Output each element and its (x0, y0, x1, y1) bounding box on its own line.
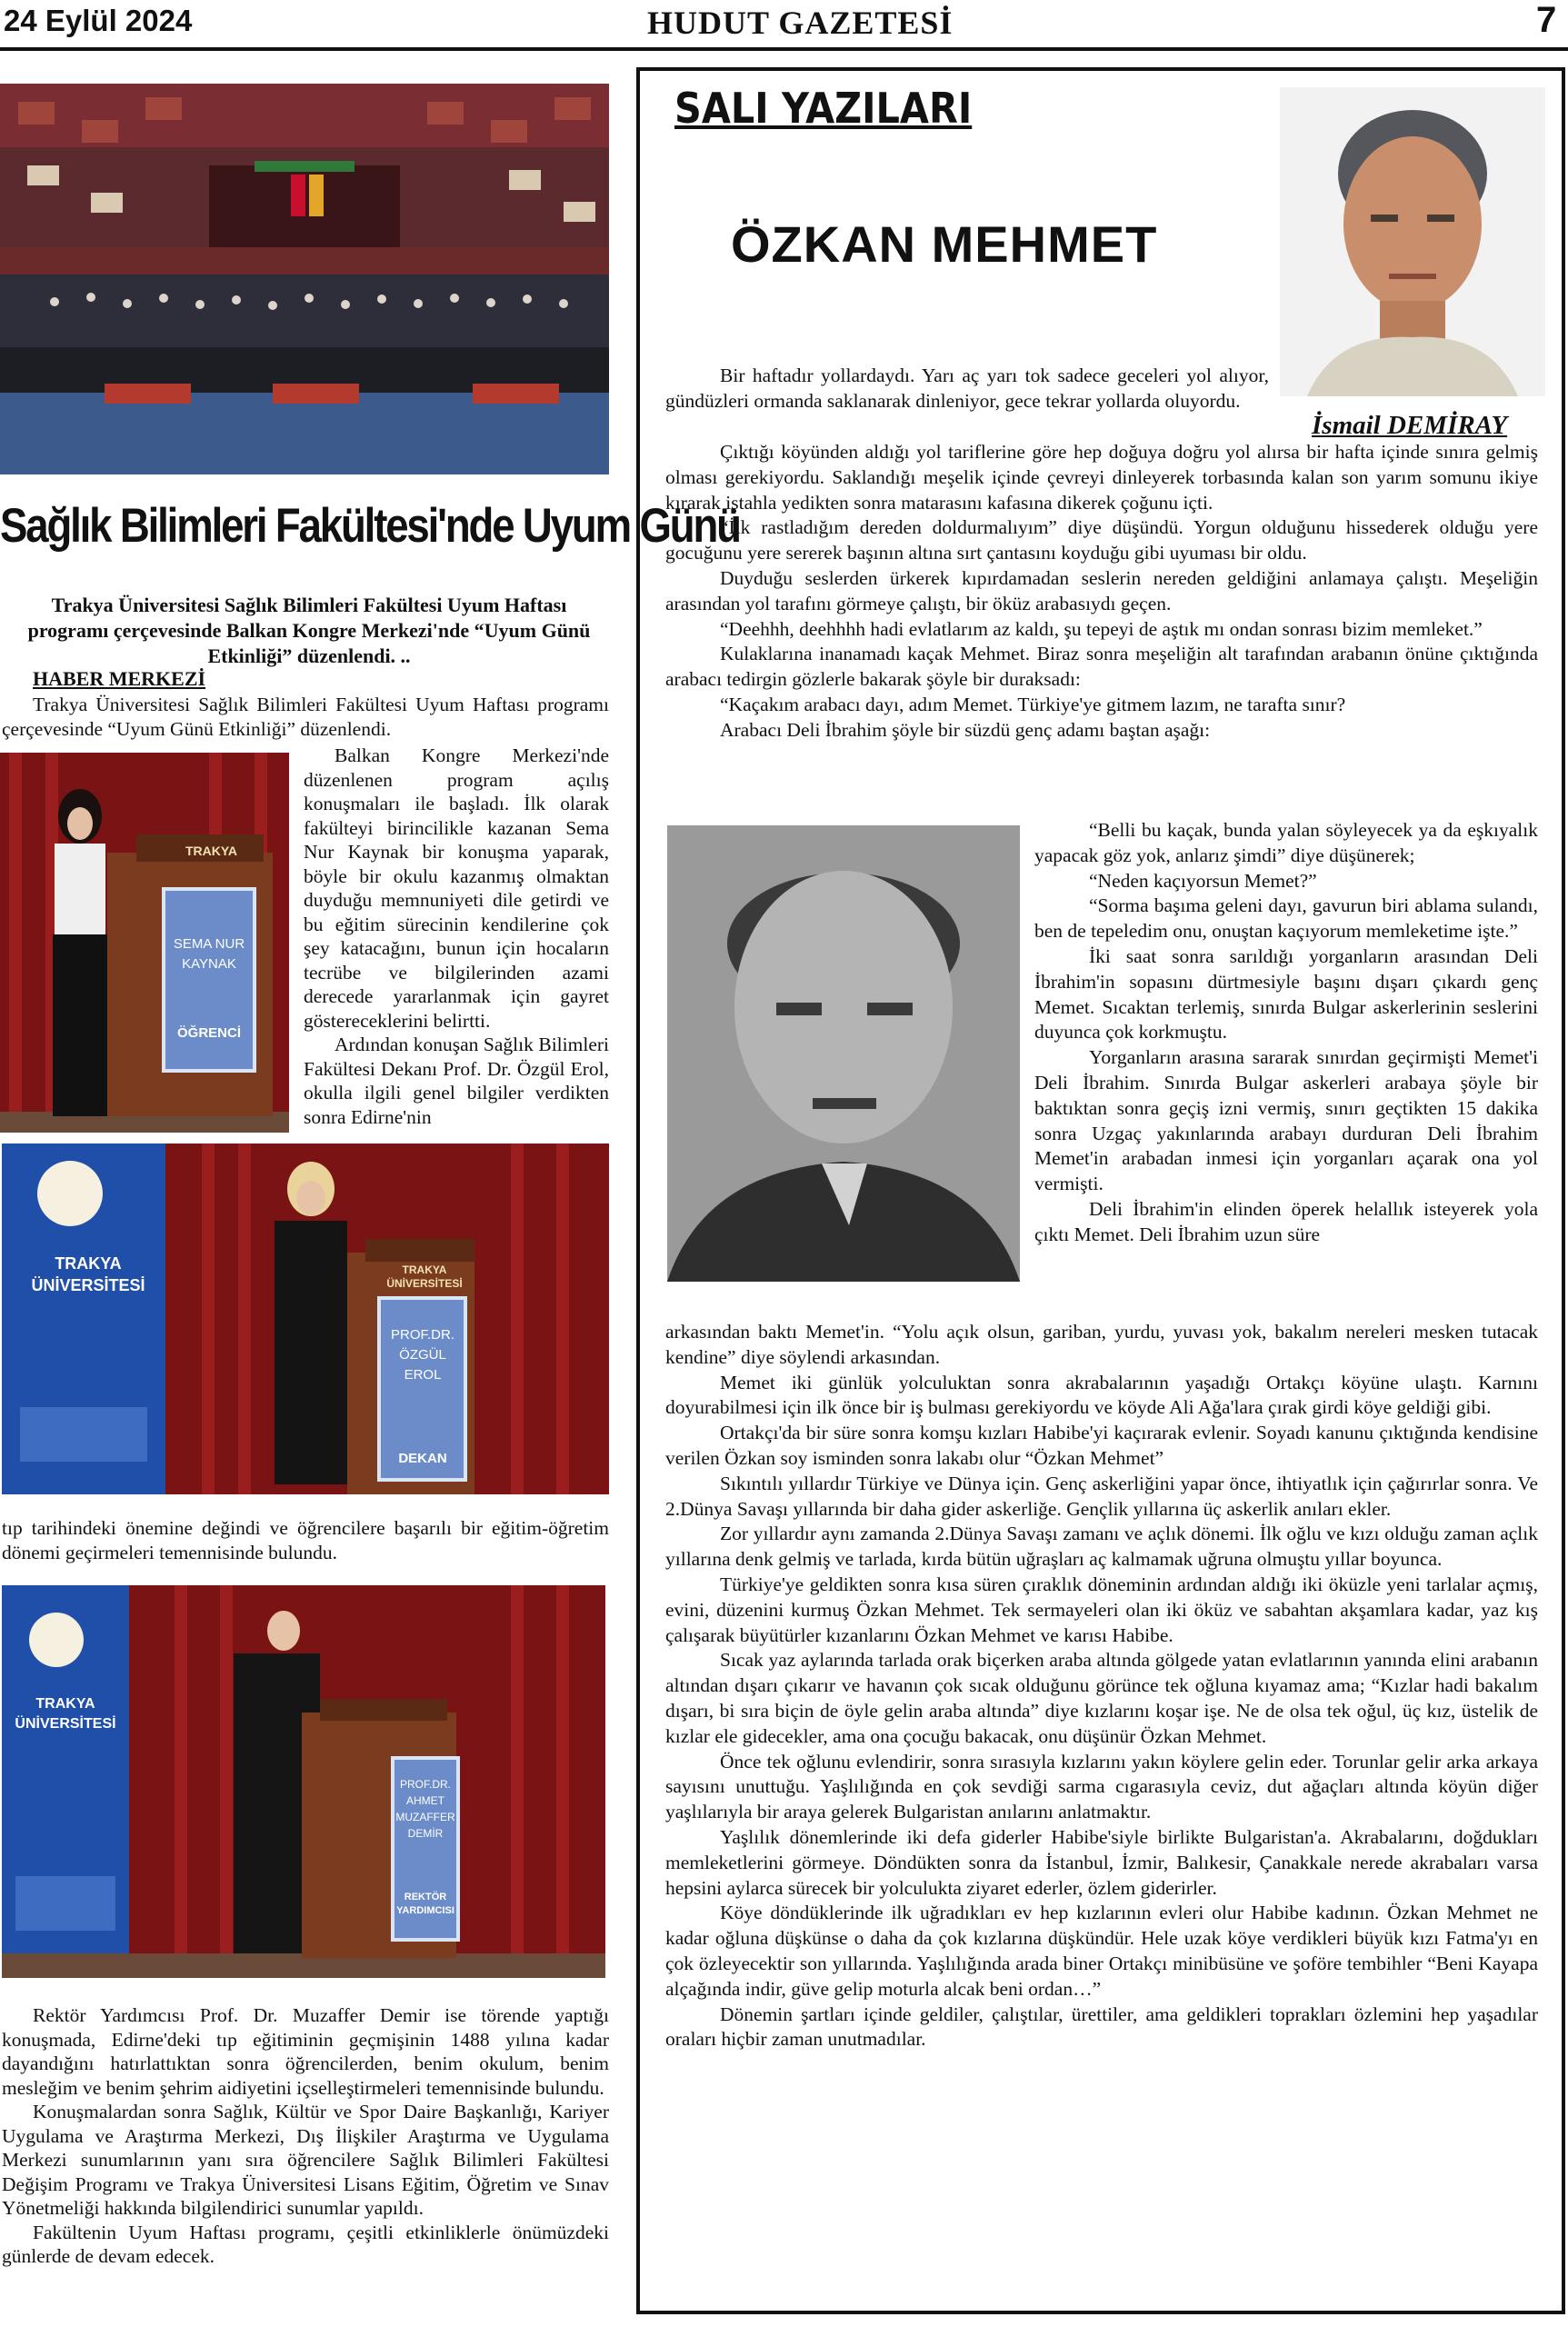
banner3-university-label: TRAKYA ÜNİVERSİTESİ (15, 1696, 116, 1732)
article-top-text (665, 364, 1269, 414)
opening-paragraph: Balkan Kongre Merkezi'nde düzenlenen program açılış konuşmaları ile başladı. İlk olarak fakülteyi birincilikle kazanan Sema Nur Kaynak bir konuşma yaparak, böyle bir okulu kazanmış olmaktan duyduğu memnuniyeti dile getirdi ve bu eğitim sürecinin kendilerine çok şey katacağını, bunun için hocaların tecrübe ve bilgilerinden azami derecede yararlanmak için gayret göstereceklerini belirtti. (304, 744, 609, 1032)
news-byline: HABER MERKEZİ (33, 667, 206, 690)
podium1-top-label: TRAKYA (185, 844, 238, 858)
article-para-19: Zor yıllardır aynı zamanda 2.Dünya Savaşı zamanı ve açlık dönemi. İlk oğlu ve kızı olduğu zaman açlık yıllarına denk gelmiş ve tarlada, kırda bütün uğraşları aç kalmamak uğruna olmuştu yıllar boyunca. (665, 1523, 1538, 1571)
podium1-role-label: ÖĞRENCİ (176, 1025, 241, 1041)
article-para-17: Ortakçı'da bir süre sonra komşu kızları Habibe'yi kaçırarak evlenir. Soyadı kanunu çıktığında kendisine verilen Özkan soy isminden sonra lakabı olur “Özkan Mehmet” (665, 1422, 1538, 1469)
article-para-11: “Sorma başıma geleni dayı, gavurun biri ablama sulandı, ben de tepeledim onu, onuştan kaçıyorum memleketime işte.” (1034, 894, 1538, 943)
banner-university-label: TRAKYA ÜNİVERSİTESİ (31, 1254, 145, 1294)
left-lead: Trakya Üniversitesi Sağlık Bilimleri Fakültesi Uyum Haftası programı çerçevesinde Balkan Kongre Merkezi'nde “Uyum Günü Etkinliği” düzenlendi. .. (27, 594, 591, 667)
article-para-20: Türkiye'ye geldikten sonra kısa süren çıraklık döneminin ardından aldığı iki öküzle yeni tarlalar açmış, evini, düzenini kurmuş Özkan Mehmet. Tek sermayeleri olan iki öküz ve sabahtan akşamlara kadar, yaz kış çalışarak büyütürler kızanlarını Özkan Mehmet ve karısı Habibe. (665, 1573, 1538, 1646)
article-para-14: Deli İbrahim'in elinden öperek helallık isteyerek yola çıktı Memet. Deli İbrahim uzun süre (1034, 1197, 1538, 1245)
article-para-6: Kulaklarına inanamadı kaçak Mehmet. Biraz sonra meşeliğin alt tarafından arabanın önüne çıktığında arabacı tedirgin gözlerle bakarak şöyle bir duraksadı: (665, 643, 1538, 691)
article-para-8: Arabacı Deli İbrahim şöyle bir süzdü genç adamı baştan aşağı: (720, 718, 1211, 741)
podium2-top-label: TRAKYA ÜNİVERSİTESİ (386, 1263, 463, 1290)
header-rule (0, 47, 1568, 51)
left-after-photo2 (2, 1516, 609, 1564)
article-bottom-text (665, 1320, 1538, 2052)
conference-hall-photo (0, 84, 609, 474)
article-para-23: Yaşlılık dönemlerinde iki defa giderler Habibe'siyle birlikte Bulgaristan'a. Akrabalarını, doğdukları memleketlerini görmeye. Döndükten sonra da İstanbul, İzmir, Balıkesir, Çanakkale nerede akrabaları varsa hepsini aylarca sürecek bir yolculukta ziyaret ederler, özlem giderirler. (665, 1825, 1538, 1899)
ozkan-mehmet-portrait (667, 825, 1020, 1282)
article-para-7: “Kaçakım arabacı dayı, adım Memet. Türkiye'ye gitmem lazım, ne tarafta sınır? (720, 693, 1346, 715)
issue-date: 24 Eylül 2024 (4, 4, 193, 37)
article-para-4: Duyduğu seslerden ürkerek kıpırdamadan seslerin nereden geldiğini anlamaya çalıştı. Meşeliğin arasından yol tarafını görmeye çalıştı, bir öküz arabasıydı geçen. (665, 566, 1538, 614)
podium3-name-label: PROF.DR. AHMET MUZAFFER DEMİR (395, 1778, 455, 1840)
student-speaker-photo (0, 753, 289, 1133)
article-para-18: Sıkıntılı yıllardır Türkiye ve Dünya için. Genç askerliğini yapar önce, ihtiyatlık için çağırırlar sonra. Ve 2.Dünya Savaşı yıllarında bir daha gider askerliğe. Gençlik yıllarına üç askerlik anıları ekler. (665, 1472, 1538, 1520)
rektor-paragraph: Rektör Yardımcısı Prof. Dr. Muzaffer Demir ise törende yaptığı konuşmada, Edirne'deki tıp eğitiminin geçmişinin 1488 yılına kadar dayandığını hatırlattıktan sonra öğrencilerden, benim okulum, benim mesleğim ve benim şehrim aidiyetini içselleştirmeleri temennisinde bulundu. (2, 2004, 609, 2099)
article-para-22: Önce tek oğlunu evlendirir, sonra sırasıyla kızlarını yakın köylere gelin eder. Torunlar gelir arka arkaya sayısını unuttuğu. Yaşlılığında en çok sevdiği sarma cıgarasıyla ceviz, dut ağaçları altında köyün diğer yaşlılarıyla bir araya gelerek Bulgaristan anılarını anlatmaktır. (665, 1750, 1538, 1823)
final-paragraph: Fakültenin Uyum Haftası programı, çeşitli etkinliklerle önümüzdeki günlerde de devam edecek. (2, 2221, 609, 2267)
newspaper-name: HUDUT GAZETESİ (647, 5, 954, 41)
podium3-role-label: REKTÖR YARDIMCISI (396, 1892, 454, 1916)
article-para-9: “Belli bu kaçak, bunda yalan söyleyecek ya da eşkıyalık yapacak göz yok, anlarız şimdi” diye düşünerek; (1034, 819, 1538, 866)
article-para-13: Yorganların arasına sararak sınırdan geçirmişti Memet'i Deli İbrahim. Sınırda Bulgar askerleri arabaya şöyle bir baktıktan sonra geçiş izni vermiş, sınırı geçtikten 15 dakika sonra Uzgaç yakınlarında arabayı durduran Deli İbrahim Memet'in arabadan inmesi için yorganları açarak ona yol vermişti. (1034, 1046, 1538, 1195)
article-para-3: “İlk rastladığım dereden doldurmalıyım” diye düşündü. Yorgun olduğunu hissederek olduğu yere gocuğunu yere sererek başının altına sırt çantasını koyduğu gibi uyuması bir oldu. (665, 516, 1538, 564)
article-para-10: “Neden kaçıyorsun Memet?” (1089, 869, 1317, 892)
article-para-5: “Deehhh, deehhhh hadi evlatlarım az kaldı, şu tepeyi de aştık mı ondan sonrası bizim memleket.” (720, 617, 1483, 640)
dean-speaker-photo (2, 1144, 609, 1494)
left-narrow-column (304, 744, 609, 1129)
article-title: ÖZKAN MEHMET (731, 215, 1158, 273)
left-intro (2, 693, 609, 741)
article-para-12: İki saat sonra sarıldığı yorganların arasından Deli İbrahim'in sopasını dürtmesiyle başını dışarı çıkardı genç Memet. Sıcaktan terlemiş, sınırda Bulgar askerlerinin seslerini duyunca çok korkmuştu. (1034, 944, 1538, 1044)
article-para-2: Çıktığı köyünden aldığı yol tariflerine göre hep doğuya doğru yol alırsa bir hafta içinde sınıra gelmiş olması gerekiyordu. Saklandığı meşelik içinde çevreyi dinleyerek torbasında kalan son yarım somunu ikiye kırarak iştahla yedikten sonra matarasını kafasına dikerek çoğunu içti. (665, 441, 1538, 514)
article-para-21: Sıcak yaz aylarında tarlada orak biçerken araba altında gölgede yatan evlatlarının yanında elini arabanın altından dışarı çıkarır ve havanın çok sıcak olduğunu görünce tek oğluna kıyamaz ama; “Kızlar hadi bakalım dışarı, bi sıra biçin de öyle gelin araba altında” diye kızlarını koşar işe. Ne de olsa tek oğul, üç kız, üstelik de kızlar ele gidecekler, ama ona çocuğu bakacak, onu düşünür Özkan Mehmet. (665, 1649, 1538, 1747)
vice-rector-speaker-photo (2, 1585, 605, 1978)
left-bottom-text (2, 2003, 609, 2269)
author-name: İsmail DEMİRAY (1312, 411, 1508, 440)
intro-paragraph: Trakya Üniversitesi Sağlık Bilimleri Fakültesi Uyum Haftası programı çerçevesinde “Uyum Günü Etkinliği” düzenlendi. (2, 694, 609, 740)
tip-history-paragraph: tıp tarihindeki önemine değindi ve öğrencilere başarılı bir eğitim-öğretim dönemi geçirmeleri temennisinde bulundu. (2, 1517, 609, 1563)
article-para-1: Bir haftadır yollardaydı. Yarı aç yarı tok sadece geceleri yol alıyor, gündüzleri ormanda saklanarak dinleniyor, gece tekrar yollarda oluyordu. (665, 365, 1269, 412)
article-para-15: arkasından baktı Memet'in. “Yolu açık olsun, gariban, yurdu, yuvası yok, bakalım nereleri mesken tutacak kendine” diye söylendi arkasından. (665, 1321, 1538, 1368)
section-title: SALI YAZILARI (674, 84, 973, 133)
dean-paragraph: Ardından konuşan Sağlık Bilimleri Fakültesi Dekanı Prof. Dr. Özgül Erol, okulla ilgili genel bilgiler verdikten sonra Edirne'nin (304, 1034, 609, 1128)
author-portrait (1280, 87, 1545, 396)
page-number: 7 (1536, 0, 1557, 40)
article-para-16: Memet iki günlük yolculuktan sonra akrabalarının yaşadığı Ortakçı köyüne ulaştı. Karnını doyurabilmesi için ilk önce bir iş bulması gerekiyordu ve köyde Ali Ağa'lara çırak girdi köye geldiği gibi. (665, 1371, 1538, 1419)
article-main-text (665, 440, 1538, 744)
article-para-25: Dönemin şartları içinde geldiler, çalıştılar, ürettiler, ama geldikleri toprakları özlemini hep yaşadılar oraları hiçbir zaman unutmadılar. (665, 2002, 1538, 2051)
left-headline: Sağlık Bilimleri Fakültesi'nde Uyum Günü (0, 499, 740, 553)
podium1-name-label: SEMA NUR KAYNAK (173, 936, 245, 972)
podium2-role-label: DEKAN (398, 1451, 447, 1466)
article-mid-text (1034, 818, 1538, 1248)
presentations-paragraph: Konuşmalardan sonra Sağlık, Kültür ve Spor Daire Başkanlığı, Kariyer Uygulama ve Araştırma Merkezi, Dış İlişkiler Araştırma ve Uygulama Merkezi sunumlarının yanı sıra öğrencilere Sağlık Bilimleri Fakültesi Değişim Programı ve Trakya Üniversitesi Lisans Eğitim, Öğretim ve Sınav Yönetmeliği hakkında bilgilendirici sunumlar yapıldı. (2, 2101, 609, 2219)
podium2-name-label: PROF.DR. ÖZGÜL EROL (390, 1327, 454, 1383)
article-para-24: Köye döndüklerinde ilk uğradıkları ev hep kızlarının evleri olur Habibe kadının. Özkan Mehmet ne kadar oğluna düşkünse o daha da çok kızlarına düşkündür. Hele uzak köye verdikleri büyük kızı Fatma'yı en çok özleyecektir son yıllarında. Yaşlılığında arada biner Ortakçı minibüsüne ve şoföre tembihler “Beni Kayapa alçağında indir, güve gelip moturla alcak beni ordan…” (665, 1902, 1538, 2000)
